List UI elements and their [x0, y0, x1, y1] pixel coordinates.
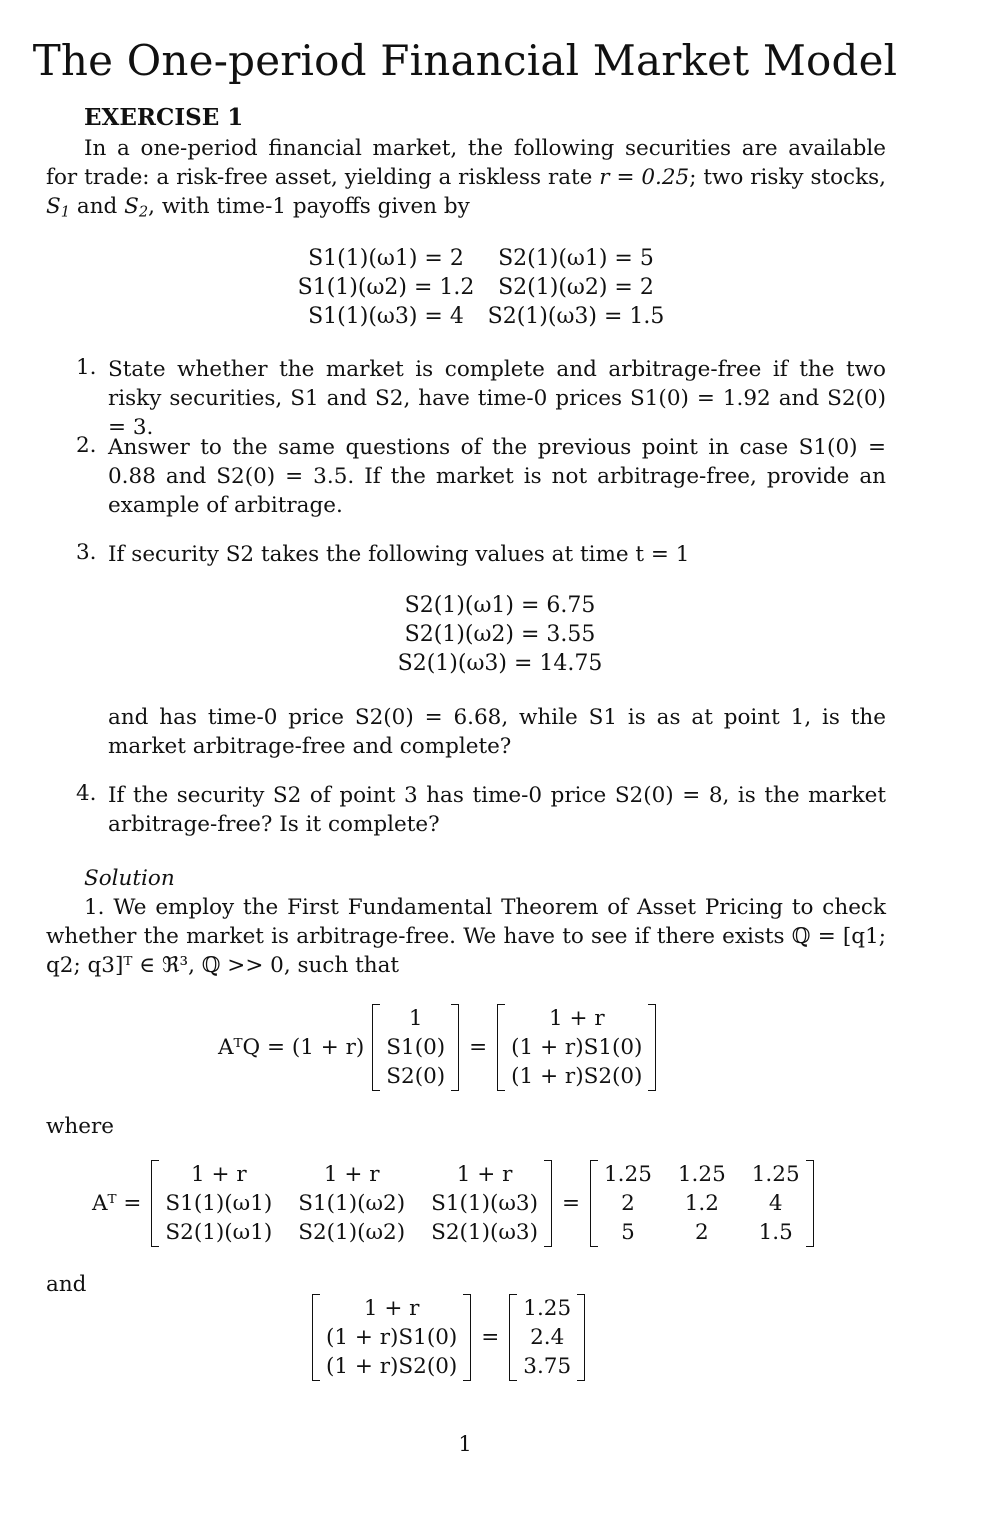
matrix-a-cell: S2(1)(ω3): [431, 1220, 538, 1245]
payoff-equations: [286, 244, 666, 331]
matrix-num-cell: 1.5: [758, 1220, 793, 1245]
matrix-num-cell: 1.25: [604, 1162, 652, 1187]
risk-free-rate: r = 0.25: [599, 165, 690, 190]
and-label: and: [46, 1272, 87, 1297]
item-3-value-w3: S2(1)(ω3) = 14.75: [397, 651, 603, 676]
item-2-text: Answer to the same questions of the previous point in case S1(0) = 0.88 and S2(0) = 3.5. If the market is not arbitrage-free, provide an example of arbitrage.: [108, 435, 886, 518]
equation-1-vector: [372, 1004, 459, 1091]
payoff-s1-w1: S1(1)(ω1) = 2: [308, 246, 464, 271]
intro-line-1: In a one-period financial market, the following securities are available for: [46, 136, 886, 190]
matrix-a-cell: 1 + r: [456, 1162, 513, 1187]
equation-1-lhs: AᵀQ = (1 + r): [218, 1035, 365, 1060]
page-number: 1: [458, 1432, 472, 1456]
equation-3-symbolic-2: (1 + r)S1(0): [326, 1325, 458, 1350]
item-4-number: 4.: [76, 781, 97, 806]
equation-1-vector-2: S1(0): [386, 1035, 446, 1060]
intro-paragraph: In a one-period financial market, the following securities are available for trade: a risk-free asset, yielding a riskless rate r = 0.25; two risky stocks, $S_1$ and $S_2$, with time-1 payoffs given by: [46, 136, 886, 221]
item-3-value-w1: S2(1)(ω1) = 6.75: [404, 593, 596, 618]
matrix-num-cell: 4: [768, 1191, 783, 1216]
equation-3-numeric-3: 3.75: [523, 1354, 572, 1379]
matrix-num-cell: 1.25: [677, 1162, 726, 1187]
equation-3-symbolic-1: 1 + r: [363, 1296, 420, 1321]
item-1-text: State whether the market is complete and arbitrage-free if the two risky securities, S1 and S2, have time-0 prices S1(0) = 1.92 and S2(0) = 3.: [108, 357, 886, 440]
item-1-number: 1.: [76, 355, 97, 380]
payoff-s1-w2: S1(1)(ω2) = 1.2: [297, 275, 475, 300]
matrix-a-cell: S1(1)(ω2): [298, 1191, 406, 1216]
matrix-a-cell: 1 + r: [191, 1162, 247, 1187]
equation-2-lhs: Aᵀ =: [92, 1191, 142, 1216]
equation-1-rhs-2: (1 + r)S1(0): [511, 1035, 643, 1060]
equation-3-numeric: [509, 1294, 585, 1381]
item-2-number: 2.: [76, 433, 97, 458]
matrix-a-cell: S1(1)(ω3): [431, 1191, 538, 1216]
where-label: where: [46, 1114, 114, 1139]
equation-3-numeric-1: 1.25: [523, 1296, 572, 1321]
equation-1-rhs-1: 1 + r: [548, 1006, 605, 1031]
page-title: The One-period Financial Market Model: [32, 36, 898, 85]
matrix-num-cell: 5: [621, 1220, 635, 1245]
equation-1-rhs: [497, 1004, 656, 1091]
intro-line-3b: , with time-1 payoffs given by: [148, 194, 470, 219]
matrix-num-cell: 1.25: [751, 1162, 800, 1187]
equation-1-vector-3: S2(0): [386, 1064, 446, 1089]
exercise-heading: EXERCISE 1: [84, 104, 244, 131]
payoff-s2-w2: S2(1)(ω2) = 2: [498, 275, 654, 300]
equation-3: 1 + r (1 + r)S1(0) (1 + r)S2(0) = 1.25 2.4 3.75: [312, 1294, 585, 1381]
matrix-a-cell: S2(1)(ω1): [165, 1220, 273, 1245]
payoff-s2-w3: S2(1)(ω3) = 1.5: [487, 304, 665, 329]
intro-line-2a: trade: a risk-free asset, yielding a riskless rate: [84, 165, 600, 190]
item-4-text: If the security S2 of point 3 has time-0 price S2(0) = 8, is the market arbitrage-free? Is it complete?: [108, 783, 886, 837]
equation-2-symbolic-matrix: [151, 1160, 552, 1247]
matrix-num-cell: 2: [694, 1220, 709, 1245]
payoff-s2-w1: S2(1)(ω1) = 5: [498, 246, 654, 271]
equation-1-vector-1: 1: [408, 1006, 423, 1031]
equation-2: Aᵀ = 1 + r 1 + r 1 + r S1(1)(ω1) S1(1)(ω2) S1(1)(ω3) S2(1)(ω1) S2(1)(ω2) S2(1)(ω3) = 1.25 1.25 1.25 2 1.2 4 5 2 1.5: [92, 1160, 814, 1247]
solution-label: Solution: [84, 866, 175, 891]
item-3-followup: and has time-0 price S2(0) = 6.68, while S1 is as at point 1, is the market arbitrage-free and complete?: [108, 705, 886, 759]
matrix-a-cell: S1(1)(ω1): [165, 1191, 273, 1216]
item-3-values: [397, 591, 603, 678]
item-3-number: 3.: [76, 540, 97, 565]
equation-3-symbolic-3: (1 + r)S2(0): [326, 1354, 458, 1379]
equation-1: AᵀQ = (1 + r) 1 S1(0) S2(0) = 1 + r (1 + r)S1(0) (1 + r)S2(0): [218, 1004, 656, 1091]
equation-2-numeric-matrix: [590, 1160, 814, 1247]
item-3-text: If security S2 takes the following values at time t = 1: [108, 542, 690, 567]
matrix-a-cell: 1 + r: [323, 1162, 380, 1187]
intro-line-2b: ; two risky stocks,: [689, 165, 886, 190]
payoff-s1-w3: S1(1)(ω3) = 4: [308, 304, 464, 329]
matrix-num-cell: 1.2: [684, 1191, 719, 1216]
matrix-num-cell: 2: [621, 1191, 635, 1216]
equation-1-rhs-3: (1 + r)S2(0): [511, 1064, 643, 1089]
equation-3-symbolic: [312, 1294, 471, 1381]
equation-3-numeric-2: 2.4: [530, 1325, 565, 1350]
intro-line-3a: and: [76, 194, 125, 219]
matrix-a-cell: S2(1)(ω2): [298, 1220, 406, 1245]
item-3-value-w2: S2(1)(ω2) = 3.55: [404, 622, 596, 647]
solution-text: 1. We employ the First Fundamental Theorem of Asset Pricing to check whether the market is arbitrage-free. We have to see if there exists ℚ = [q1; q2; q3]ᵀ ∈ ℜ³, ℚ >> 0, such that: [46, 895, 886, 978]
